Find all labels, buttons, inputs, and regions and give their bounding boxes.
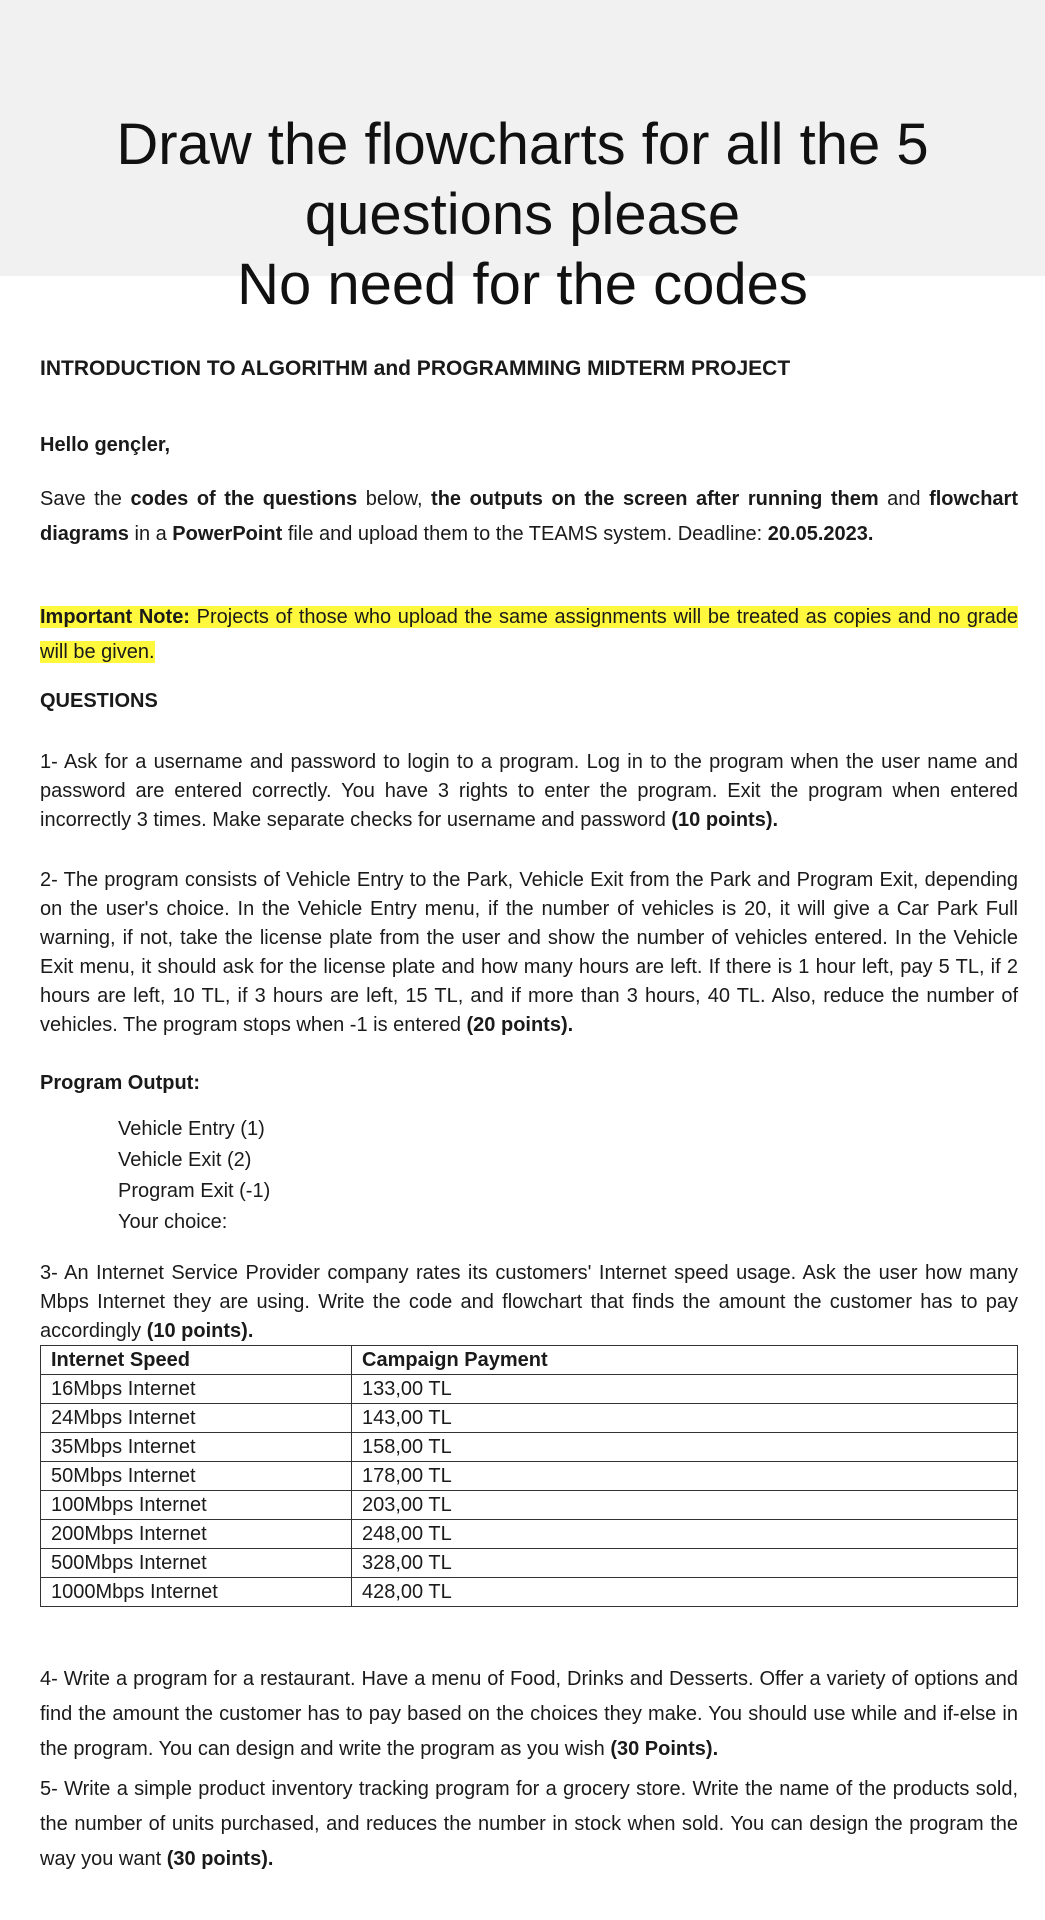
- table-cell: 50Mbps Internet: [41, 1462, 352, 1491]
- table-row: [41, 1404, 1018, 1433]
- table-row: [41, 1520, 1018, 1549]
- table-cell: 143,00 TL: [352, 1404, 1018, 1433]
- table-cell: 328,00 TL: [352, 1549, 1018, 1578]
- table-cell: 203,00 TL: [352, 1491, 1018, 1520]
- table-cell: 428,00 TL: [352, 1578, 1018, 1607]
- important-note: Important Note: Projects of those who upload the same assignments will be treated as copies and no grade will be given.: [40, 606, 1018, 663]
- table-cell: 1000Mbps Internet: [41, 1578, 352, 1607]
- questions-heading: QUESTIONS: [40, 690, 158, 712]
- output-line: Your choice:: [118, 1211, 228, 1233]
- output-line: Program Exit (-1): [118, 1180, 271, 1202]
- instructions-paragraph: Save the codes of the questions below, the outputs on the screen after running them and flowchart diagrams in a PowerPoint file and upload them to the TEAMS system. Deadline: 20.05.2023.: [40, 488, 1018, 545]
- program-output-lines: [118, 1114, 1045, 1238]
- table-cell: 133,00 TL: [352, 1375, 1018, 1404]
- table-cell: 500Mbps Internet: [41, 1549, 352, 1578]
- document-title: INTRODUCTION TO ALGORITHM and PROGRAMMING MIDTERM PROJECT: [40, 357, 791, 380]
- table-row: [41, 1491, 1018, 1520]
- table-cell: 200Mbps Internet: [41, 1520, 352, 1549]
- table-row: [41, 1433, 1018, 1462]
- greeting: Hello gençler,: [40, 434, 171, 456]
- table-cell: 158,00 TL: [352, 1433, 1018, 1462]
- table-cell: 178,00 TL: [352, 1462, 1018, 1491]
- question-4: 4- Write a program for a restaurant. Have a menu of Food, Drinks and Desserts. Offer a variety of options and find the amount the customer has to pay based on the choices they make. You should use while and if-else in the program. You can design and write the program as you wish (30 Points).: [40, 1668, 1018, 1760]
- question-3: 3- An Internet Service Provider company rates its customers' Internet speed usage. Ask the user how many Mbps Internet they are using. Write the code and flowchart that finds the amount the customer has to pay accordingly (10 points).: [40, 1262, 1018, 1342]
- header-line: Draw the flowcharts for all the 5: [116, 112, 929, 177]
- column-header: Campaign Payment: [352, 1346, 1018, 1375]
- table-cell: 16Mbps Internet: [41, 1375, 352, 1404]
- output-line: Vehicle Entry (1): [118, 1118, 265, 1140]
- program-output-heading: Program Output:: [40, 1072, 200, 1094]
- internet-speed-table: [40, 1345, 1018, 1607]
- header-message: [0, 110, 1045, 320]
- table-row: [41, 1375, 1018, 1404]
- header-line: questions please: [304, 182, 741, 247]
- table-cell: 24Mbps Internet: [41, 1404, 352, 1433]
- table-row: [41, 1462, 1018, 1491]
- table-cell: 248,00 TL: [352, 1520, 1018, 1549]
- table-cell: 35Mbps Internet: [41, 1433, 352, 1462]
- header-line: No need for the codes: [237, 252, 808, 317]
- table-header-row: [41, 1346, 1018, 1375]
- question-2: 2- The program consists of Vehicle Entry to the Park, Vehicle Exit from the Park and Program Exit, depending on the user's choice. In the Vehicle Entry menu, if the number of vehicles is 20, it will give a Car Park Full warning, if not, take the license plate from the user and show the number of vehicles entered. In the Vehicle Exit menu, it should ask for the license plate and how many hours are left. If there is 1 hour left, pay 5 TL, if 2 hours are left, 10 TL, if 3 hours are left, 15 TL, and if more than 3 hours, 40 TL. Also, reduce the number of vehicles. The program stops when -1 is entered (20 points).: [40, 869, 1018, 1036]
- table-row: [41, 1549, 1018, 1578]
- table-cell: 100Mbps Internet: [41, 1491, 352, 1520]
- output-line: Vehicle Exit (2): [118, 1149, 252, 1171]
- column-header: Internet Speed: [41, 1346, 352, 1375]
- table-row: [41, 1578, 1018, 1607]
- question-1: 1- Ask for a username and password to login to a program. Log in to the program when the user name and password are entered correctly. You have 3 rights to enter the program. Exit the program when entered incorrectly 3 times. Make separate checks for username and password (10 points).: [40, 751, 1018, 831]
- question-5: 5- Write a simple product inventory tracking program for a grocery store. Write the name of the products sold, the number of units purchased, and reduces the number in stock when sold. You can design the program the way you want (30 points).: [40, 1778, 1018, 1870]
